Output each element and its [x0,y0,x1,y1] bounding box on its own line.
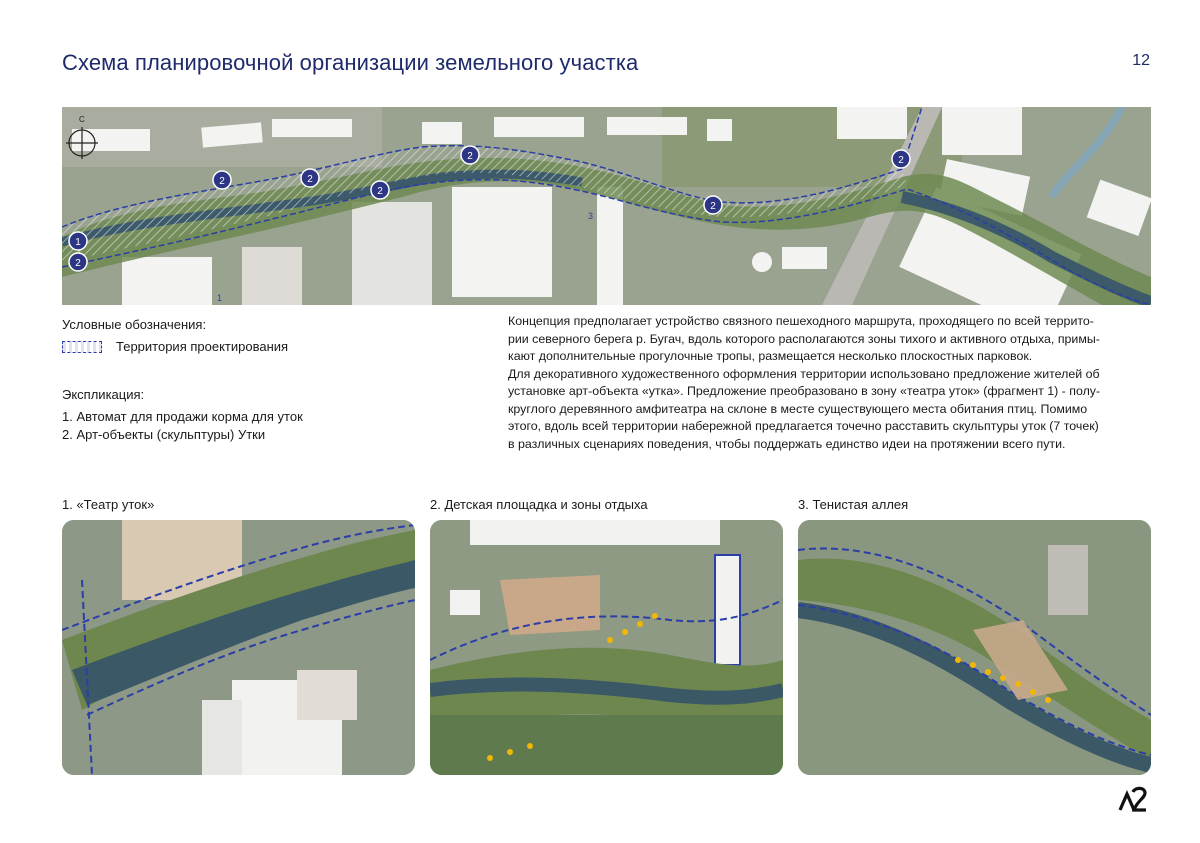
building [297,670,357,720]
building [942,107,1022,155]
marker[interactable] [461,146,479,164]
fragment-1-label: 1. «Театр уток» [62,497,155,512]
building [782,247,827,269]
marker[interactable] [301,169,319,187]
fragment-2-image [430,520,783,775]
compass-label: С [79,115,85,124]
site-plan-svg [62,107,1151,305]
building [837,107,907,139]
svg-text:2: 2 [307,174,313,185]
legend-item-label: Территория проектирования [116,339,289,354]
fragment-2-label: 2. Детская площадка и зоны отдыха [430,497,648,512]
concept-line: установке арт-объекта «утка». Предложение преобразовано в зону «театра уток» (фрагмент 1) - полу- [508,384,1101,398]
building [122,257,212,305]
explication-title: Экспликация: [62,387,145,402]
building [715,555,740,665]
a2-logo-icon [1118,786,1148,817]
svg-text:2: 2 [377,186,383,197]
project-area-swatch-icon [62,341,102,353]
building [607,117,687,135]
svg-text:2: 2 [219,176,225,187]
fragment-1-image [62,520,415,775]
marker[interactable] [69,253,87,271]
round-structure [752,252,772,272]
building [202,700,242,775]
building [707,119,732,141]
building [470,520,720,545]
parking [1048,545,1088,615]
svg-text:2: 2 [467,151,473,162]
fragment-label: 1 [217,293,223,303]
building [352,202,432,305]
svg-text:2: 2 [75,258,81,269]
fragment-label: 3 [588,211,594,221]
concept-line: Концепция предполагает устройство связного пешеходного маршрута, проходящего по всей террито- [508,314,1094,328]
marker[interactable] [69,232,87,250]
concept-text [508,313,1156,453]
fragment-3-label: 3. Тенистая аллея [798,497,909,512]
page-number: 12 [1132,52,1150,69]
concept-line: кают дополнительные прогулочные тропы, размещается несколько плоскостных парковок. [508,349,1033,363]
building [450,590,480,615]
building [72,129,150,151]
concept-line: круглого деревянного амфитеатра на склоне в месте существующего места обитания птиц. Помимо [508,401,1088,416]
concept-line: в различных сценариях поведения, чтобы поддержать единство идеи на протяжении всего пути. [508,436,1066,451]
concept-line: рии северного берега р. Бугач, вдоль которого располагаются зоны тихого и активного отдыха, примы- [508,331,1100,346]
building [422,122,462,144]
marker[interactable] [892,150,910,168]
svg-text:2: 2 [710,201,716,212]
concept-line: этого, вдоль всей территории набережной предлагается точечно расставить скульптуры уток (7 точек) [508,419,1099,433]
green-zone [430,715,783,775]
marker[interactable] [704,196,722,214]
building [272,119,352,137]
playground-area [500,575,600,635]
page-title: Схема планировочной организации земельного участка [62,50,639,75]
legend-title: Условные обозначения: [62,317,207,332]
explication-list [62,408,303,444]
svg-text:2: 2 [898,155,904,166]
building [452,187,552,297]
legend-item [62,339,288,354]
svg-text:1: 1 [75,237,81,248]
marker[interactable] [371,181,389,199]
site-plan-map [62,107,1151,305]
building [494,117,584,137]
concept-line: Для декоративного художественного оформления территории использовано предложение жителей об [508,366,1100,381]
explication-item: 2. Арт-объекты (скульптуры) Утки [62,427,266,442]
explication-item: 1. Автомат для продажи корма для уток [62,409,303,424]
marker[interactable] [213,171,231,189]
building [242,247,302,305]
building [597,187,623,305]
fragment-3-image [798,520,1151,775]
